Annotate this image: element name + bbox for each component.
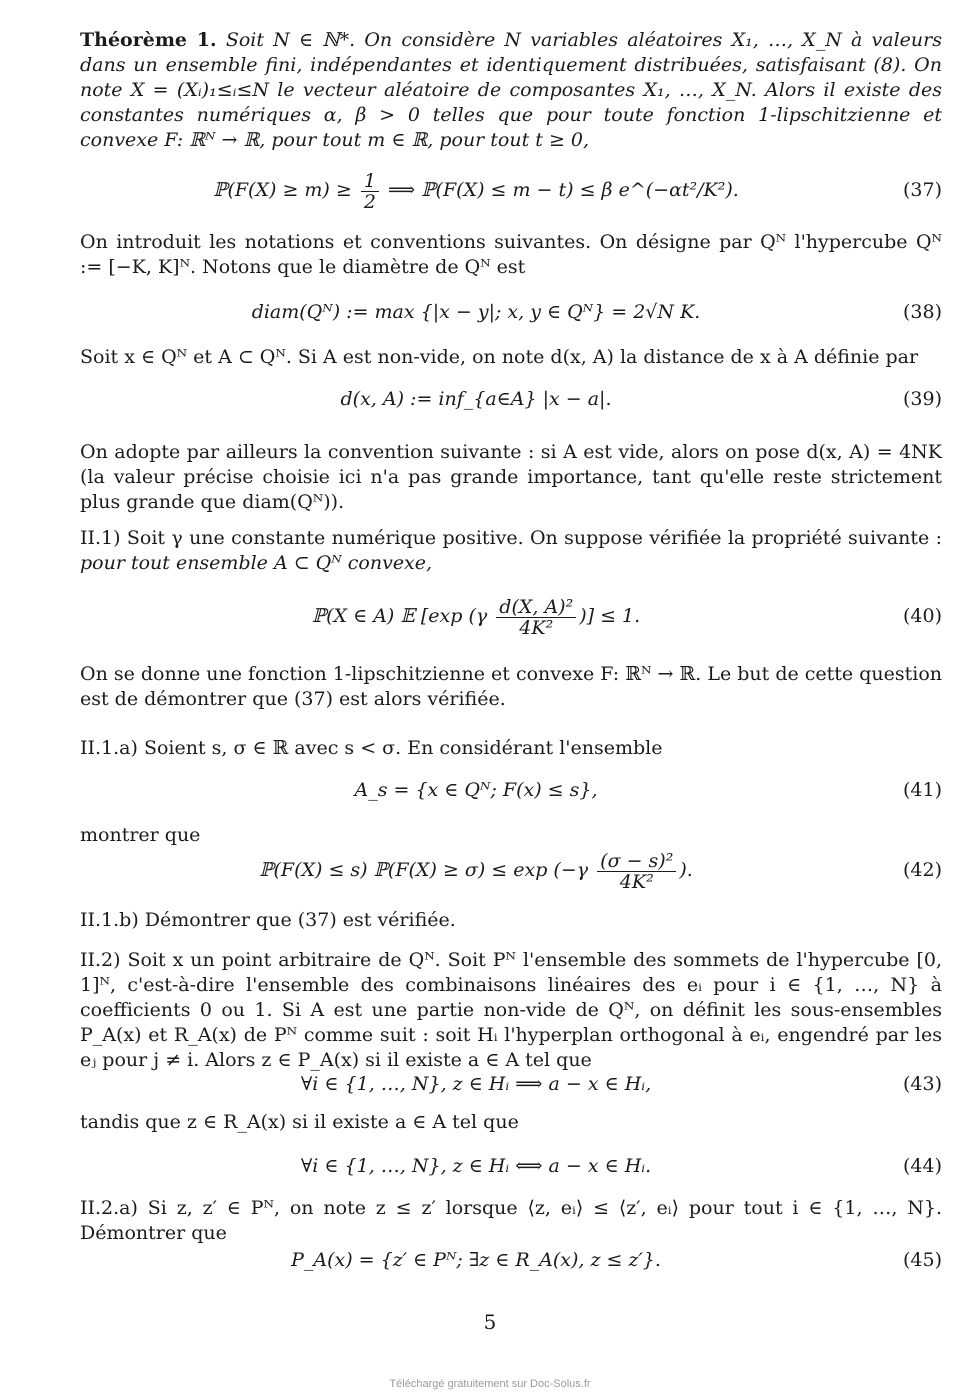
equation-45 bbox=[80, 1238, 942, 1282]
eq38-formula: diam(Qᴺ) := max {|x − y|; x, y ∈ Qᴺ} = 2√N K. bbox=[251, 301, 701, 323]
theorem-text: Soit N ∈ ℕ*. On considère N variables aléatoires X₁, …, X_N à valeurs dans un ensemble fini, indépendantes et identiquement distribuées, satisfaisant (8). On note X = (Xᵢ)₁≤ᵢ≤N le vecteur aléatoire de composantes X₁, …, X_N. Alors il existe des constantes numériques α, β > 0 telles que pour toute fonction 1-lipschitzienne et convexe F: ℝᴺ → ℝ, pour tout m ∈ ℝ, pour tout t ≥ 0, bbox=[80, 29, 942, 151]
eq39-number: (39) bbox=[902, 388, 942, 410]
page-number: 5 bbox=[483, 1310, 497, 1334]
eq40-frac-den: 4K² bbox=[519, 616, 554, 639]
question-II-2: II.2) Soit x un point arbitraire de Qᴺ. Soit Pᴺ l'ensemble des sommets de l'hypercube [0, 1]ᴺ, c'est-à-dire l'ensemble des combinaisons linéaires des eᵢ pour i ∈ {1, …, N} à coefficients 0 ou 1. Si A est une partie non-vide de Qᴺ, on définit les sous-ensembles P_A(x) et R_A(x) de Pᴺ comme suit : soit Hᵢ l'hyperplan orthogonal à eᵢ, engendré par les eⱼ pour j ≠ i. Alors z ∈ P_A(x) si il existe a ∈ A tel que bbox=[80, 949, 942, 1071]
eq37-number: (37) bbox=[902, 179, 942, 201]
theorem-label: Théorème 1. bbox=[80, 29, 217, 51]
eq40-frac-num: d(X, A)² bbox=[496, 597, 576, 618]
paragraph-show-that: montrer que bbox=[80, 824, 201, 846]
paragraph-while: tandis que z ∈ R_A(x) si il existe a ∈ A tel que bbox=[80, 1111, 519, 1133]
eq38-number: (38) bbox=[902, 301, 942, 323]
eq40-fraction bbox=[496, 597, 576, 638]
eq40-left: ℙ(X ∈ A) 𝔼 [exp (γ bbox=[311, 605, 494, 627]
question-II-1-text: II.1) Soit γ une constante numérique positive. On suppose vérifiée la propriété suivante : bbox=[80, 527, 942, 549]
paragraph-distance: Soit x ∈ Qᴺ et A ⊂ Qᴺ. Si A est non-vide, on note d(x, A) la distance de x à A définie par bbox=[80, 346, 919, 368]
eq42-frac-num: (σ − s)² bbox=[597, 851, 676, 872]
question-II-1-hypothesis: pour tout ensemble A ⊂ Qᴺ convexe, bbox=[80, 552, 433, 574]
eq41-number: (41) bbox=[902, 779, 942, 801]
equation-42 bbox=[80, 848, 942, 892]
paragraph-convention: On adopte par ailleurs la convention suivante : si A est vide, alors on pose d(x, A) = 4NK (la valeur précise choisie ici n'a pas grande importance, tant qu'elle reste strictement plus grande que diam(Qᴺ)). bbox=[80, 441, 942, 513]
equation-44 bbox=[80, 1144, 942, 1188]
eq43-number: (43) bbox=[902, 1073, 942, 1095]
paragraph-notations: On introduit les notations et conventions suivantes. On désigne par Qᴺ l'hypercube Qᴺ := [−K, K]ᴺ. Notons que le diamètre de Qᴺ est bbox=[80, 231, 942, 278]
eq43-formula: ∀i ∈ {1, …, N}, z ∈ Hᵢ ⟹ a − x ∈ Hᵢ, bbox=[300, 1073, 652, 1095]
eq42-left: ℙ(F(X) ≤ s) ℙ(F(X) ≥ σ) ≤ exp (−γ bbox=[259, 859, 595, 881]
equation-40 bbox=[80, 594, 942, 638]
eq37-frac-num: 1 bbox=[361, 171, 379, 192]
eq42-number: (42) bbox=[902, 859, 942, 881]
eq41-formula: A_s = {x ∈ Qᴺ; F(x) ≤ s}, bbox=[354, 779, 598, 801]
equation-37 bbox=[80, 168, 942, 212]
eq42-fraction bbox=[597, 851, 676, 892]
question-II-1-b: II.1.b) Démontrer que (37) est vérifiée. bbox=[80, 909, 456, 931]
question-II-2-a: II.2.a) Si z, z′ ∈ Pᴺ, on note z ≤ z′ lorsque ⟨z, eᵢ⟩ ≤ ⟨z′, eᵢ⟩ pour tout i ∈ {1, …, N}. Démontrer que bbox=[80, 1197, 942, 1244]
equation-41 bbox=[80, 768, 942, 812]
question-II-1-a: II.1.a) Soient s, σ ∈ ℝ avec s < σ. En considérant l'ensemble bbox=[80, 737, 663, 759]
equation-43 bbox=[80, 1062, 942, 1106]
eq40-right: )] ≤ 1. bbox=[579, 605, 641, 627]
eq42-frac-den: 4K² bbox=[619, 870, 654, 893]
equation-39 bbox=[80, 377, 942, 421]
eq44-number: (44) bbox=[902, 1155, 942, 1177]
eq44-formula: ∀i ∈ {1, …, N}, z ∈ Hᵢ ⟺ a − x ∈ Hᵢ. bbox=[300, 1155, 652, 1177]
eq40-number: (40) bbox=[902, 605, 942, 627]
theorem-statement bbox=[80, 28, 942, 153]
equation-38 bbox=[80, 290, 942, 334]
download-footer: Téléchargé gratuitement sur Doc-Solus.fr bbox=[389, 1378, 591, 1390]
eq37-left: ℙ(F(X) ≥ m) ≥ bbox=[213, 179, 358, 201]
eq37-right: ⟹ ℙ(F(X) ≤ m − t) ≤ β e^(−αt²/K²). bbox=[381, 179, 739, 201]
eq42-right: ). bbox=[679, 859, 693, 881]
question-II-1 bbox=[80, 526, 942, 576]
eq37-frac-den: 2 bbox=[363, 190, 376, 213]
eq39-formula: d(x, A) := inf_{a∈A} |x − a|. bbox=[340, 388, 612, 410]
paragraph-goal: On se donne une fonction 1-lipschitzienne et convexe F: ℝᴺ → ℝ. Le but de cette question est de démontrer que (37) est alors vérifiée. bbox=[80, 663, 942, 710]
eq45-formula: P_A(x) = {z′ ∈ Pᴺ; ∃z ∈ R_A(x), z ≤ z′}. bbox=[291, 1249, 661, 1271]
eq37-fraction bbox=[361, 171, 379, 212]
eq45-number: (45) bbox=[902, 1249, 942, 1271]
